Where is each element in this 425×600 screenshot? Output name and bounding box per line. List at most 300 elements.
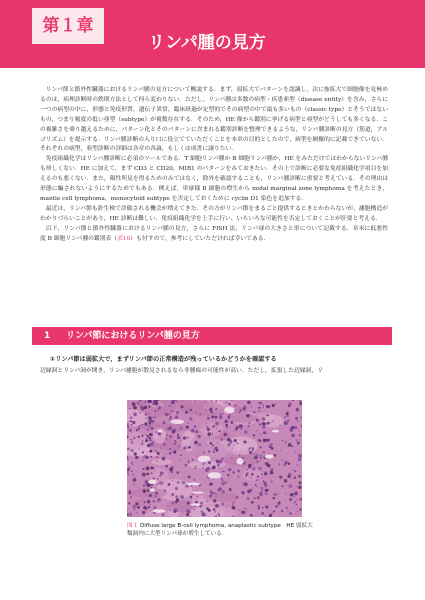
- cell-nucleus: [131, 439, 133, 441]
- cell-nucleus: [258, 407, 260, 409]
- cell-nucleus: [243, 482, 245, 484]
- cell-nucleus: [133, 437, 135, 439]
- cell-nucleus: [275, 403, 276, 404]
- cell-nucleus: [137, 436, 139, 438]
- cell-nucleus: [301, 416, 302, 419]
- cell-nucleus: [226, 426, 228, 428]
- cell-nucleus: [155, 431, 157, 433]
- stroma-patch: [186, 423, 209, 430]
- section-number: 1: [44, 331, 51, 341]
- cell-nucleus: [263, 439, 267, 443]
- cell-nucleus: [127, 456, 128, 458]
- cell-nucleus: [285, 493, 286, 494]
- cell-nucleus: [206, 423, 207, 424]
- cell-nucleus: [292, 446, 294, 448]
- cell-nucleus: [151, 420, 154, 423]
- cell-nucleus: [253, 411, 255, 413]
- cell-nucleus: [150, 466, 153, 469]
- cell-nucleus: [281, 485, 283, 487]
- cell-nucleus: [247, 402, 249, 404]
- cell-nucleus: [147, 444, 150, 447]
- cell-nucleus: [157, 478, 159, 480]
- cell-nucleus: [260, 457, 262, 459]
- cell-nucleus: [167, 428, 169, 430]
- cell-nucleus: [174, 443, 176, 445]
- cell-nucleus: [297, 441, 300, 444]
- cell-nucleus: [185, 411, 188, 414]
- cell-nucleus: [131, 462, 133, 464]
- cell-nucleus: [211, 468, 212, 469]
- section-heading-bar: [32, 327, 392, 345]
- cell-nucleus: [257, 455, 258, 456]
- cell-nucleus: [144, 501, 146, 503]
- cell-nucleus: [261, 477, 262, 478]
- figure-label: 図１: [127, 523, 139, 529]
- cell-nucleus: [184, 464, 187, 467]
- cell-nucleus: [157, 408, 158, 409]
- cell-nucleus: [149, 437, 151, 439]
- cell-nucleus: [291, 434, 294, 437]
- cell-nucleus: [131, 471, 132, 472]
- section-title: リンパ節におけるリンパ腫の見方: [66, 331, 200, 341]
- cell-nucleus: [247, 497, 250, 500]
- cell-nucleus: [279, 425, 280, 426]
- cell-nucleus: [150, 456, 152, 458]
- cell-nucleus: [281, 510, 283, 512]
- cell-nucleus: [175, 495, 178, 498]
- cell-nucleus: [219, 413, 222, 416]
- cell-nucleus: [134, 452, 137, 455]
- cell-nucleus: [232, 503, 234, 505]
- cell-nucleus: [128, 491, 130, 493]
- cell-nucleus: [252, 447, 254, 449]
- cell-nucleus: [256, 479, 258, 481]
- cell-nucleus: [155, 410, 157, 412]
- cell-nucleus: [284, 479, 287, 482]
- cell-nucleus: [278, 451, 279, 452]
- cell-nucleus: [145, 507, 147, 509]
- cell-nucleus: [239, 454, 241, 456]
- cell-nucleus: [133, 508, 135, 510]
- subsection-body: 辺縁洞とリンパ洞が開き，リンパ濾胞が散見されるなら非腫瘍の可能性が高い．ただし，拡張した辺縁洞，リ: [40, 368, 324, 374]
- cell-nucleus: [150, 439, 152, 441]
- cell-nucleus: [232, 448, 233, 449]
- cell-nucleus: [251, 407, 252, 408]
- cell-nucleus: [146, 467, 150, 471]
- cell-nucleus: [298, 475, 301, 478]
- cell-nucleus: [182, 481, 185, 484]
- cell-nucleus: [190, 409, 192, 411]
- cell-nucleus: [248, 466, 251, 469]
- intro-text: [40, 86, 388, 245]
- cell-nucleus: [226, 433, 227, 434]
- cell-nucleus: [145, 401, 146, 402]
- cell-nucleus: [268, 453, 269, 454]
- cell-nucleus: [254, 497, 256, 499]
- cell-nucleus: [265, 462, 268, 465]
- cell-nucleus: [148, 413, 150, 415]
- cell-nucleus: [158, 409, 160, 411]
- cell-nucleus: [197, 495, 199, 497]
- cell-nucleus: [199, 414, 201, 416]
- cell-nucleus: [262, 513, 264, 515]
- cell-nucleus: [215, 408, 218, 411]
- cell-nucleus: [254, 456, 258, 460]
- stroma-patch: [233, 492, 251, 511]
- cell-nucleus: [151, 472, 153, 474]
- figure-note: 類洞内に大型リンパ球が増生している．: [127, 531, 228, 538]
- cell-nucleus: [198, 435, 201, 438]
- cell-nucleus: [266, 433, 267, 434]
- cell-nucleus: [181, 405, 184, 408]
- cell-nucleus: [224, 481, 227, 484]
- cell-nucleus: [205, 401, 207, 403]
- cell-nucleus: [169, 419, 170, 420]
- cell-nucleus: [292, 428, 294, 430]
- cell-nucleus: [162, 482, 164, 484]
- cell-nucleus: [183, 436, 187, 440]
- cell-nucleus: [146, 451, 147, 452]
- cell-nucleus: [227, 474, 229, 476]
- cell-nucleus: [201, 504, 202, 505]
- intro-paragraph: 最近は，リンパ節も針生検で評価される機会が増えてきた．その方がリンパ節をまるごと提供するときとかわらないが，濾胞構造がわかりづらいことがあり，HE 診断は難しい．免疫組織化学を上手に行い，いろいろな可能性を否定しておくことが肝要と考える．: [40, 205, 388, 222]
- cell-nucleus: [288, 404, 291, 407]
- cell-nucleus: [169, 448, 171, 450]
- cell-nucleus: [218, 514, 220, 516]
- cell-nucleus: [151, 427, 153, 429]
- cell-nucleus: [212, 432, 213, 433]
- intro-text-segment: ）も付すので，参考にしていただければ幸いである．: [130, 235, 270, 242]
- cell-nucleus: [141, 407, 144, 410]
- cell-nucleus: [250, 477, 252, 479]
- cell-nucleus: [205, 515, 206, 516]
- cell-nucleus: [165, 413, 169, 417]
- cell-nucleus: [290, 493, 293, 496]
- cell-nucleus: [249, 447, 251, 449]
- cell-nucleus: [145, 439, 148, 442]
- cell-nucleus: [195, 466, 197, 468]
- cell-nucleus: [223, 470, 225, 472]
- cell-nucleus: [207, 426, 209, 428]
- cell-nucleus: [140, 412, 142, 414]
- cell-nucleus: [176, 471, 179, 474]
- cell-nucleus: [190, 496, 192, 498]
- cell-nucleus: [270, 480, 272, 482]
- cell-nucleus: [241, 491, 244, 494]
- cell-nucleus: [287, 419, 290, 422]
- cell-nucleus: [265, 471, 266, 472]
- cell-nucleus: [234, 405, 236, 407]
- cell-nucleus: [216, 428, 217, 429]
- cell-nucleus: [280, 450, 281, 451]
- cell-nucleus: [154, 495, 157, 498]
- cell-nucleus: [148, 425, 151, 428]
- cell-nucleus: [194, 509, 195, 510]
- cell-nucleus: [127, 469, 130, 472]
- cell-nucleus: [207, 501, 208, 502]
- cell-nucleus: [269, 422, 270, 423]
- cell-nucleus: [299, 400, 301, 402]
- cell-nucleus: [217, 489, 219, 491]
- cell-nucleus: [266, 405, 269, 408]
- cell-nucleus: [264, 515, 265, 516]
- cell-nucleus: [296, 504, 298, 506]
- cell-nucleus: [214, 511, 215, 512]
- sinus-space: [272, 430, 279, 433]
- cell-nucleus: [213, 508, 216, 511]
- cell-nucleus: [173, 510, 176, 513]
- cell-nucleus: [196, 498, 197, 499]
- cell-nucleus: [236, 442, 238, 444]
- cell-nucleus: [272, 404, 275, 407]
- cell-nucleus: [298, 458, 301, 461]
- cell-nucleus: [278, 502, 281, 505]
- cell-nucleus: [192, 459, 194, 461]
- sinus-space: [158, 430, 162, 433]
- cell-nucleus: [294, 476, 296, 478]
- cell-nucleus: [147, 489, 150, 492]
- sinus-space: [171, 420, 184, 425]
- cell-nucleus: [154, 470, 155, 471]
- cell-nucleus: [153, 400, 156, 403]
- cell-nucleus: [211, 400, 212, 401]
- cell-nucleus: [292, 469, 293, 470]
- figure-caption: [127, 522, 317, 538]
- cell-nucleus: [251, 501, 254, 504]
- cell-nucleus: [260, 487, 263, 490]
- cell-nucleus: [130, 514, 132, 516]
- cell-nucleus: [177, 434, 179, 436]
- cell-nucleus: [285, 441, 287, 443]
- cell-nucleus: [228, 403, 230, 405]
- cell-nucleus: [236, 497, 237, 498]
- cell-nucleus: [161, 513, 164, 516]
- cell-nucleus: [147, 500, 150, 503]
- cell-nucleus: [221, 490, 225, 494]
- cell-nucleus: [146, 456, 149, 459]
- cell-nucleus: [301, 425, 302, 427]
- cell-nucleus: [270, 468, 273, 471]
- cell-nucleus: [226, 506, 227, 507]
- cell-nucleus: [141, 435, 143, 437]
- cell-nucleus: [299, 434, 301, 436]
- cell-nucleus: [181, 471, 182, 472]
- cell-nucleus: [214, 492, 216, 494]
- cell-nucleus: [267, 422, 270, 425]
- cell-nucleus: [194, 479, 196, 481]
- histology-image: [127, 400, 302, 517]
- cell-nucleus: [207, 428, 210, 431]
- cell-nucleus: [256, 486, 258, 488]
- cell-nucleus: [137, 427, 140, 430]
- cell-nucleus: [298, 454, 299, 455]
- cell-nucleus: [166, 438, 168, 440]
- cell-nucleus: [171, 466, 173, 468]
- cell-nucleus: [217, 442, 219, 444]
- cell-nucleus: [278, 463, 280, 465]
- cell-nucleus: [176, 400, 178, 401]
- cell-nucleus: [259, 446, 262, 449]
- cell-nucleus: [267, 439, 270, 442]
- cell-nucleus: [262, 425, 266, 429]
- cell-nucleus: [129, 408, 130, 409]
- cell-nucleus: [219, 509, 220, 510]
- cell-nucleus: [171, 472, 172, 473]
- cell-nucleus: [180, 454, 182, 456]
- cell-nucleus: [216, 460, 220, 464]
- cell-nucleus: [127, 513, 129, 516]
- cell-nucleus: [270, 471, 274, 475]
- cell-nucleus: [265, 505, 268, 508]
- cell-nucleus: [143, 457, 144, 458]
- cell-nucleus: [142, 451, 144, 453]
- cell-nucleus: [218, 467, 219, 468]
- cell-nucleus: [128, 429, 131, 432]
- cell-nucleus: [221, 471, 222, 472]
- he-stain-micrograph: [127, 400, 302, 517]
- sinus-space: [198, 456, 211, 463]
- cell-nucleus: [238, 476, 240, 478]
- cell-nucleus: [256, 460, 258, 462]
- cell-nucleus: [157, 461, 158, 462]
- cell-nucleus: [200, 510, 203, 513]
- cell-nucleus: [132, 402, 136, 406]
- cell-nucleus: [234, 463, 235, 464]
- cell-nucleus: [214, 416, 217, 419]
- cell-nucleus: [210, 442, 213, 445]
- cell-nucleus: [264, 463, 265, 464]
- cell-nucleus: [234, 439, 237, 442]
- table-reference-link[interactable]: 表10: [117, 235, 131, 242]
- cell-nucleus: [284, 461, 287, 464]
- cell-nucleus: [263, 480, 265, 482]
- cell-nucleus: [149, 420, 152, 423]
- cell-nucleus: [212, 444, 214, 446]
- cell-nucleus: [194, 400, 196, 402]
- cell-nucleus: [145, 413, 147, 415]
- cell-nucleus: [288, 443, 292, 447]
- cell-nucleus: [233, 471, 235, 473]
- cell-nucleus: [277, 410, 278, 411]
- stroma-patch: [130, 488, 167, 498]
- cell-nucleus: [251, 473, 254, 476]
- cell-nucleus: [187, 501, 190, 504]
- cell-nucleus: [290, 429, 293, 432]
- cell-nucleus: [262, 422, 264, 424]
- cell-nucleus: [251, 489, 253, 491]
- cell-nucleus: [227, 416, 229, 418]
- stroma-patch: [227, 414, 258, 423]
- cell-nucleus: [213, 451, 216, 454]
- cell-nucleus: [198, 443, 201, 446]
- cell-nucleus: [222, 503, 224, 505]
- cell-nucleus: [177, 401, 179, 403]
- cell-nucleus: [222, 480, 224, 482]
- cell-nucleus: [262, 490, 263, 491]
- cell-nucleus: [215, 496, 216, 497]
- cell-nucleus: [127, 509, 128, 511]
- stroma-patch: [166, 500, 195, 512]
- sinus-space: [149, 488, 155, 491]
- cell-nucleus: [206, 467, 210, 471]
- cell-nucleus: [189, 417, 193, 421]
- cell-nucleus: [213, 499, 216, 502]
- cell-nucleus: [271, 515, 272, 516]
- cell-nucleus: [178, 437, 180, 439]
- cell-nucleus: [273, 511, 275, 513]
- cell-nucleus: [169, 509, 170, 510]
- cell-nucleus: [262, 404, 264, 406]
- cell-nucleus: [292, 400, 294, 401]
- cell-nucleus: [271, 512, 273, 514]
- cell-nucleus: [144, 422, 147, 425]
- sinus-space: [236, 458, 243, 465]
- cell-nucleus: [209, 408, 213, 412]
- cell-nucleus: [179, 460, 180, 461]
- cell-nucleus: [263, 407, 264, 408]
- cell-nucleus: [151, 416, 153, 418]
- cell-nucleus: [203, 467, 204, 468]
- cell-nucleus: [160, 436, 161, 437]
- chapter-header: [0, 0, 425, 68]
- cell-nucleus: [229, 489, 231, 491]
- cell-nucleus: [154, 417, 156, 419]
- cell-nucleus: [220, 438, 222, 440]
- cell-nucleus: [293, 496, 294, 497]
- cell-nucleus: [180, 427, 182, 429]
- cell-nucleus: [221, 478, 224, 481]
- cell-nucleus: [294, 470, 296, 472]
- cell-nucleus: [171, 501, 174, 504]
- cell-nucleus: [193, 494, 194, 495]
- cell-nucleus: [252, 449, 254, 451]
- cell-nucleus: [208, 451, 210, 453]
- cell-nucleus: [154, 506, 157, 509]
- cell-nucleus: [206, 507, 209, 510]
- cell-nucleus: [293, 493, 296, 496]
- cell-nucleus: [131, 449, 134, 452]
- cell-nucleus: [259, 423, 261, 425]
- cell-nucleus: [169, 405, 171, 407]
- cell-nucleus: [169, 435, 173, 439]
- cell-nucleus: [275, 505, 278, 508]
- cell-nucleus: [246, 414, 249, 417]
- cell-nucleus: [188, 462, 190, 464]
- cell-nucleus: [152, 441, 154, 443]
- cell-nucleus: [168, 483, 171, 486]
- cell-nucleus: [260, 454, 262, 456]
- cell-nucleus: [287, 511, 288, 512]
- cell-nucleus: [256, 430, 258, 432]
- cell-nucleus: [176, 411, 179, 414]
- cell-nucleus: [257, 496, 260, 499]
- cell-nucleus: [177, 481, 180, 484]
- cell-nucleus: [194, 441, 198, 445]
- cell-nucleus: [244, 430, 247, 433]
- cell-nucleus: [257, 505, 260, 508]
- cell-nucleus: [229, 440, 232, 443]
- cell-nucleus: [176, 510, 178, 512]
- cell-nucleus: [296, 486, 298, 488]
- cell-nucleus: [211, 416, 214, 419]
- cell-nucleus: [186, 513, 189, 516]
- cell-nucleus: [260, 493, 263, 496]
- cell-nucleus: [133, 406, 137, 410]
- cell-nucleus: [299, 508, 301, 510]
- cell-nucleus: [133, 413, 137, 417]
- cell-nucleus: [295, 417, 298, 420]
- cell-nucleus: [245, 508, 247, 510]
